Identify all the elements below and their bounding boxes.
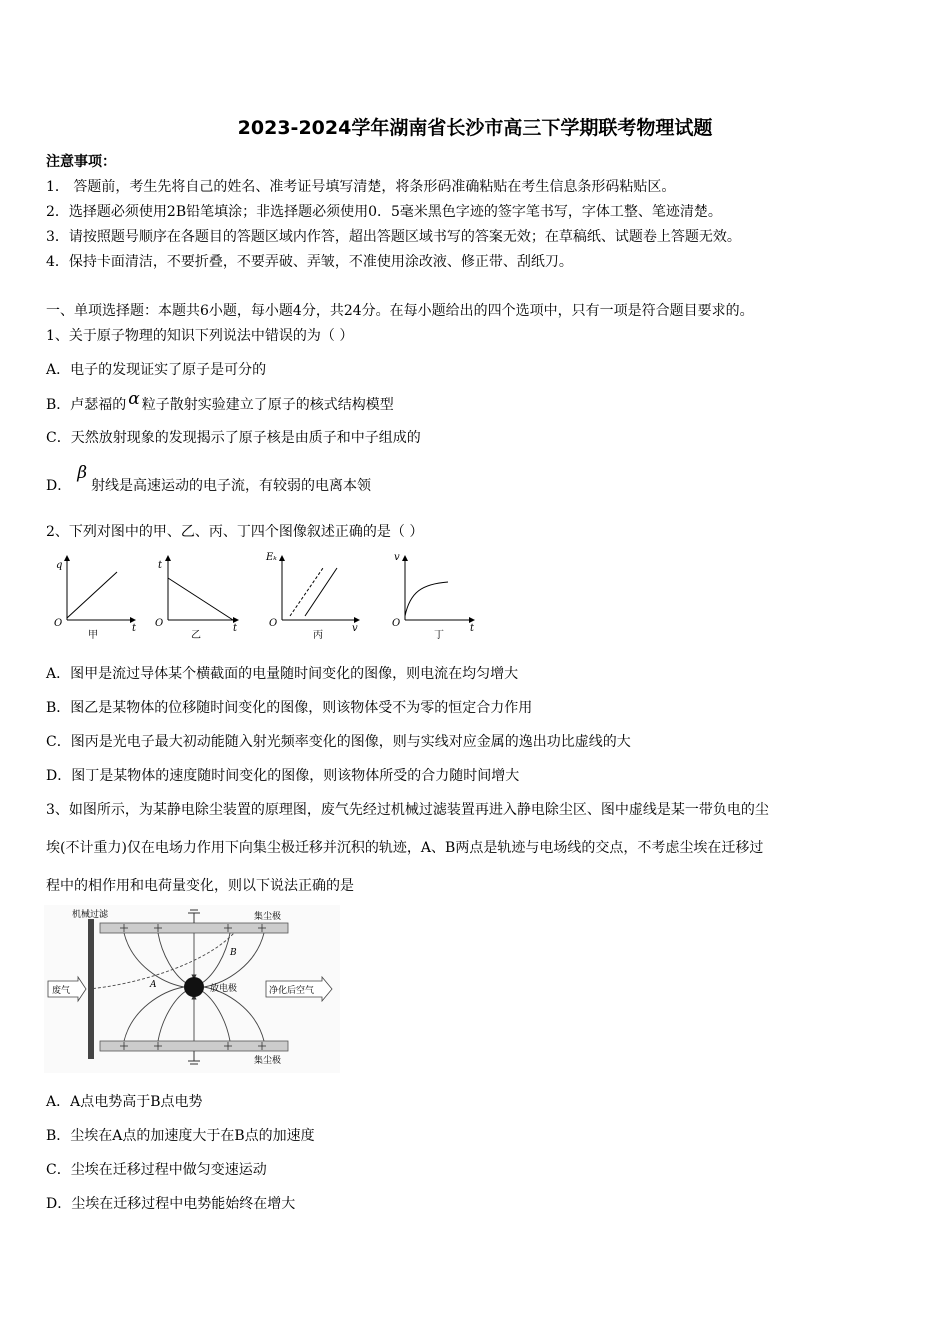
q1-option-c: C．天然放射现象的发现揭示了原子核是由质子和中子组成的 (46, 430, 421, 446)
option-text: 粒子散射实验建立了原子的核式结构模型 (141, 397, 394, 413)
graph-yi (155, 556, 238, 641)
inlet-label: 废气 (52, 986, 71, 996)
origin-label: O (54, 618, 63, 629)
q1-option-b (46, 389, 394, 415)
filter-label: 机械过滤 (72, 910, 109, 920)
axis-label: v (394, 552, 400, 563)
axis-label: t (132, 623, 137, 634)
point-b-label: B (230, 948, 237, 958)
q1-option-a: A．电子的发现证实了原子是可分的 (46, 362, 267, 378)
page-title: 2023-2024学年湖南省长沙市高三下学期联考物理试题 (237, 117, 713, 139)
graph-curve (405, 582, 448, 616)
point-a-label: A (150, 980, 157, 990)
notice-item: 4．保持卡面清洁，不要折叠，不要弄破、弄皱，不准使用涂改液、修正带、刮纸刀。 (46, 254, 573, 270)
top-plate-label: 集尘极 (254, 912, 282, 922)
question-3-stem-line: 程中的相作用和电荷量变化，则以下说法正确的是 (46, 878, 354, 894)
q2-option-c: C．图丙是光电子最大初动能随入射光频率变化的图像，则与实线对应金属的逸出功比虚线的大 (46, 734, 631, 750)
notice-item: 1． 答题前，考生先将自己的姓名、准考证号填写清楚，将条形码准确粘贴在考生信息条形码粘贴区。 (46, 179, 676, 195)
graph-dashed-line (290, 568, 323, 616)
graph-line (168, 578, 233, 620)
alpha-symbol: α (128, 389, 140, 409)
electrostatic-precipitator-figure (44, 905, 340, 1073)
option-text: D． (46, 478, 72, 494)
q1-option-d (46, 463, 372, 496)
axis-label: t (470, 623, 475, 634)
beta-symbol: β (77, 463, 88, 483)
q3-option-a: A．A点电势高于B点电势 (46, 1094, 203, 1110)
axis-label: t (233, 623, 238, 634)
graph-caption: 甲 (88, 630, 98, 641)
section-heading: 一、单项选择题：本题共6小题，每小题4分，共24分。在每小题给出的四个选项中，只有一项是符合题目要求的。 (46, 303, 754, 319)
origin-label: O (392, 618, 401, 629)
q3-option-c: C．尘埃在迁移过程中做匀变速运动 (46, 1162, 267, 1178)
q2-option-a: A．图甲是流过导体某个横截面的电量随时间变化的图像，则电流在均匀增大 (46, 666, 519, 682)
graph-caption: 丙 (313, 630, 323, 641)
graph-line (305, 568, 337, 616)
outlet-label: 净化后空气 (269, 986, 315, 996)
graph-caption: 乙 (191, 630, 201, 641)
q2-graphs-figure (40, 548, 480, 644)
graph-line (67, 572, 117, 618)
question-3-stem-line: 3、如图所示，为某静电除尘装置的原理图，废气先经过机械过滤装置再进入静电除尘区、图中虚线是某一带负电的尘 (46, 802, 769, 818)
graph-jia (54, 556, 137, 641)
origin-label: O (155, 618, 164, 629)
graph-ding (392, 552, 475, 641)
discharge-electrode (184, 977, 204, 997)
q3-option-d: D．尘埃在迁移过程中电势能始终在增大 (46, 1196, 296, 1212)
question-1-stem: 1、关于原子物理的知识下列说法中错误的为（ ） (46, 328, 354, 344)
question-2-stem: 2、下列对图中的甲、乙、丙、丁四个图像叙述正确的是（ ） (46, 524, 424, 540)
graph-bing (265, 552, 359, 641)
origin-label: O (269, 618, 278, 629)
graph-caption: 丁 (434, 630, 444, 641)
notice-item: 3．请按照题号顺序在各题目的答题区域内作答，超出答题区域书写的答案无效；在草稿纸、试题卷上答题无效。 (46, 229, 741, 245)
axis-label: v (352, 623, 358, 634)
axis-label: t (158, 560, 163, 571)
q2-option-b: B．图乙是某物体的位移随时间变化的图像，则该物体受不为零的恒定合力作用 (46, 700, 533, 716)
bottom-plate-label: 集尘极 (254, 1056, 282, 1066)
option-text: B．卢瑟福的 (46, 397, 127, 413)
question-3-stem-line: 埃(不计重力)仅在电场力作用下向集尘极迁移并沉积的轨迹，A、B两点是轨迹与电场线的交点，不考虑尘埃在迁移过 (46, 840, 764, 856)
notice-heading: 注意事项： (46, 154, 116, 170)
q3-option-b: B．尘埃在A点的加速度大于在B点的加速度 (46, 1128, 315, 1144)
notice-item: 2．选择题必须使用2B铅笔填涂；非选择题必须使用0．5毫米黑色字迹的签字笔书写，字体工整、笔迹清楚。 (46, 204, 722, 220)
q2-option-d: D．图丁是某物体的速度随时间变化的图像，则该物体所受的合力随时间增大 (46, 768, 520, 784)
axis-label: Eₖ (266, 552, 277, 563)
axis-label: q (56, 560, 63, 571)
option-text: 射线是高速运动的电子流，有较弱的电离本领 (91, 478, 372, 494)
electrode-label: 放电极 (210, 984, 238, 994)
